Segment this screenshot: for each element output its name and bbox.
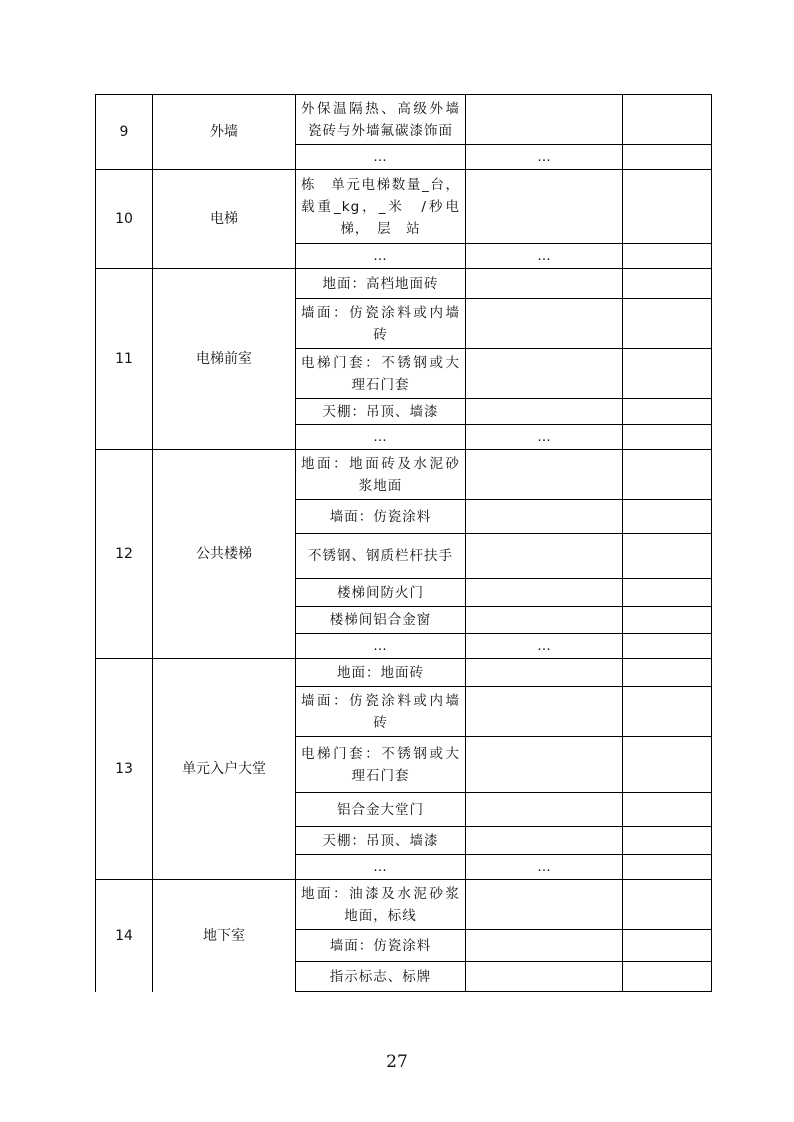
empty-cell: [623, 450, 712, 500]
empty-cell: [466, 607, 623, 634]
empty-cell: [466, 349, 623, 399]
empty-cell: [623, 827, 712, 855]
table-row: [96, 659, 712, 687]
item-spec: 地面：高档地面砖: [296, 269, 466, 299]
item-name: 电梯: [153, 170, 296, 269]
item-spec: 墙面：仿瓷涂料或内墙砖: [296, 687, 466, 737]
specification-table: [95, 94, 712, 992]
item-spec: 指示标志、标牌: [296, 962, 466, 992]
table-row: [96, 95, 712, 145]
empty-cell: [623, 659, 712, 687]
item-spec: 不锈钢、钢质栏杆扶手: [296, 534, 466, 579]
ellipsis-cell: …: [466, 634, 623, 659]
empty-cell: [623, 170, 712, 244]
empty-cell: [623, 793, 712, 827]
empty-cell: [623, 607, 712, 634]
item-spec: …: [296, 244, 466, 269]
empty-cell: [466, 793, 623, 827]
item-spec: 墙面：仿瓷涂料: [296, 930, 466, 962]
item-spec: 天棚：吊顶、墙漆: [296, 827, 466, 855]
empty-cell: [623, 855, 712, 880]
row-number: 14: [96, 880, 153, 992]
empty-cell: [466, 269, 623, 299]
item-name: 电梯前室: [153, 269, 296, 450]
empty-cell: [623, 299, 712, 349]
empty-cell: [623, 962, 712, 992]
item-spec: 电梯门套：不锈钢或大理石门套: [296, 737, 466, 793]
ellipsis-cell: …: [466, 244, 623, 269]
item-name: 地下室: [153, 880, 296, 992]
ellipsis-cell: …: [466, 855, 623, 880]
empty-cell: [623, 399, 712, 425]
empty-cell: [466, 399, 623, 425]
table-row: [96, 269, 712, 299]
empty-cell: [466, 170, 623, 244]
empty-cell: [466, 500, 623, 534]
table-row: [96, 450, 712, 500]
item-spec: 墙面：仿瓷涂料或内墙砖: [296, 299, 466, 349]
empty-cell: [466, 450, 623, 500]
empty-cell: [623, 737, 712, 793]
empty-cell: [623, 634, 712, 659]
item-name: 公共楼梯: [153, 450, 296, 659]
empty-cell: [623, 425, 712, 450]
empty-cell: [623, 579, 712, 607]
empty-cell: [466, 930, 623, 962]
empty-cell: [466, 659, 623, 687]
item-spec: 天棚：吊顶、墙漆: [296, 399, 466, 425]
empty-cell: [623, 687, 712, 737]
empty-cell: [623, 349, 712, 399]
empty-cell: [623, 95, 712, 145]
empty-cell: [466, 95, 623, 145]
row-number: 10: [96, 170, 153, 269]
item-spec: 地面：地面砖及水泥砂浆地面: [296, 450, 466, 500]
empty-cell: [623, 500, 712, 534]
ellipsis-cell: …: [466, 145, 623, 170]
empty-cell: [623, 534, 712, 579]
item-spec: 墙面：仿瓷涂料: [296, 500, 466, 534]
empty-cell: [623, 880, 712, 930]
ellipsis-cell: …: [466, 425, 623, 450]
item-spec: …: [296, 634, 466, 659]
item-spec: …: [296, 145, 466, 170]
item-spec: 地面：地面砖: [296, 659, 466, 687]
row-number: 9: [96, 95, 153, 170]
item-spec: …: [296, 855, 466, 880]
empty-cell: [466, 880, 623, 930]
empty-cell: [623, 269, 712, 299]
item-name: 外墙: [153, 95, 296, 170]
item-spec: 电梯门套：不锈钢或大理石门套: [296, 349, 466, 399]
row-number: 11: [96, 269, 153, 450]
table-row: [96, 880, 712, 930]
item-spec: 地面：油漆及水泥砂浆地面，标线: [296, 880, 466, 930]
empty-cell: [466, 962, 623, 992]
item-spec: 楼梯间铝合金窗: [296, 607, 466, 634]
item-spec: 外保温隔热、高级外墙瓷砖与外墙氟碳漆饰面: [296, 95, 466, 145]
item-name: 单元入户大堂: [153, 659, 296, 880]
empty-cell: [623, 244, 712, 269]
empty-cell: [466, 687, 623, 737]
empty-cell: [466, 737, 623, 793]
empty-cell: [466, 827, 623, 855]
table-row: [96, 170, 712, 244]
empty-cell: [623, 930, 712, 962]
row-number: 13: [96, 659, 153, 880]
item-spec: …: [296, 425, 466, 450]
page-number: 27: [386, 1052, 408, 1072]
empty-cell: [466, 299, 623, 349]
empty-cell: [466, 534, 623, 579]
item-spec: 铝合金大堂门: [296, 793, 466, 827]
empty-cell: [466, 579, 623, 607]
item-spec: 栋 单元电梯数量_台，载重_kg，_米 /秒电梯， 层 站: [296, 170, 466, 244]
item-spec: 楼梯间防火门: [296, 579, 466, 607]
row-number: 12: [96, 450, 153, 659]
empty-cell: [623, 145, 712, 170]
